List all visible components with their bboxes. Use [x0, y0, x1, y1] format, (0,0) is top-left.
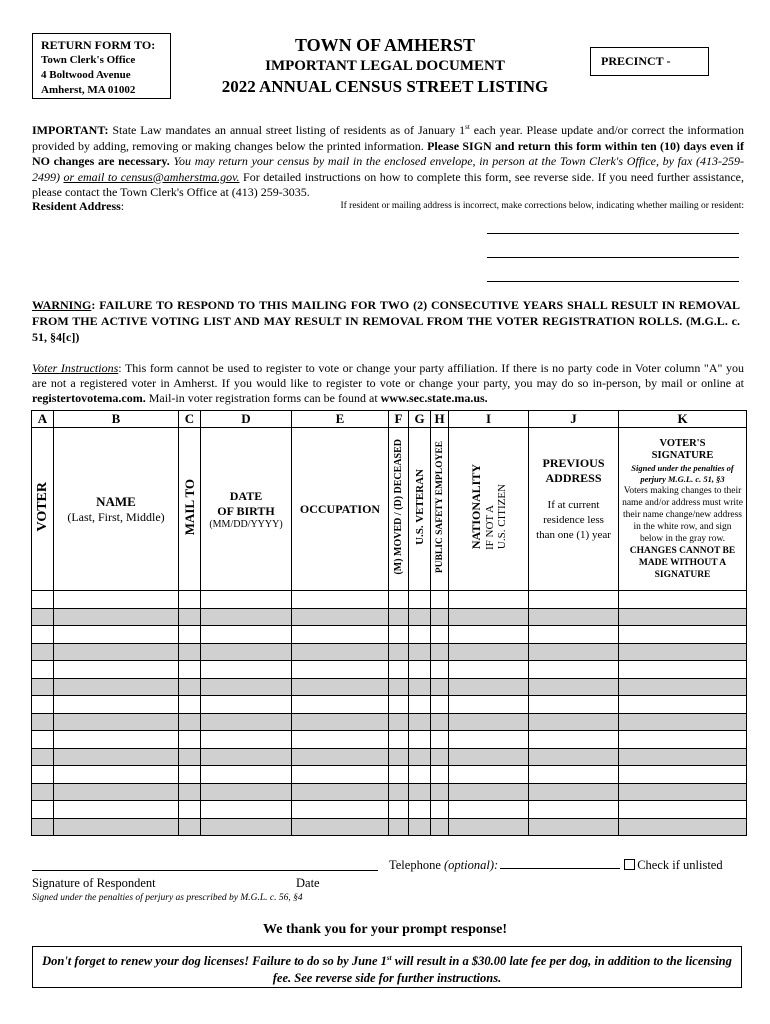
table-cell[interactable] — [201, 818, 292, 836]
table-cell[interactable] — [389, 748, 409, 766]
table-cell[interactable] — [201, 696, 292, 714]
column-letter: K — [619, 411, 747, 428]
table-cell[interactable] — [431, 818, 449, 836]
table-cell[interactable] — [54, 748, 179, 766]
table-cell[interactable] — [32, 643, 54, 661]
table-cell[interactable] — [529, 678, 619, 696]
table-row — [32, 661, 747, 679]
name-header-label: NAME — [96, 493, 136, 509]
moved-deceased-label: (M) MOVED / (D) DECEASED — [393, 439, 404, 575]
date-label: Date — [296, 876, 320, 890]
address-correction-note: If resident or mailing address is incorrect, make corrections below, indicating whether mailing or resident: — [340, 201, 744, 211]
table-cell[interactable] — [54, 766, 179, 784]
table-cell[interactable] — [409, 661, 431, 679]
voter-header — [32, 428, 54, 591]
table-cell[interactable] — [449, 591, 529, 609]
table-cell[interactable] — [179, 678, 201, 696]
name-header — [54, 428, 179, 591]
table-cell[interactable] — [179, 818, 201, 836]
table-cell[interactable] — [431, 748, 449, 766]
table-cell[interactable] — [431, 643, 449, 661]
table-cell[interactable] — [431, 626, 449, 644]
document-header — [190, 34, 580, 98]
veteran-label: U.S. VETERAN — [413, 469, 426, 545]
warning-text: : FAILURE TO RESPOND TO THIS MAILING FOR TWO (2) CONSECUTIVE YEARS SHALL RESULT IN REMOVAL FROM THE ACTIVE VOTING LIST AND MAY RESULT IN REMOVAL FROM THE VOTER REGISTRATION ROLLS. (M.G.L. c. 51, §4[c]) — [32, 298, 740, 344]
telephone-label: Telephone — [389, 858, 441, 872]
unlisted-checkbox[interactable] — [624, 859, 635, 870]
table-cell[interactable] — [179, 731, 201, 749]
resident-address-label: Resident Address — [32, 199, 121, 213]
dog-text-1: Don't forget to renew your dog licenses! Failure to do so by June 1 — [42, 954, 387, 969]
table-cell[interactable] — [529, 591, 619, 609]
table-cell[interactable] — [409, 783, 431, 801]
table-cell[interactable] — [389, 731, 409, 749]
table-cell[interactable] — [619, 818, 747, 836]
table-cell[interactable] — [449, 818, 529, 836]
table-cell[interactable] — [529, 731, 619, 749]
occupation-label: OCCUPATION — [299, 501, 381, 516]
table-cell[interactable] — [431, 591, 449, 609]
warning-notice — [32, 297, 740, 345]
table-row — [32, 643, 747, 661]
previous-address-header — [529, 428, 619, 591]
table-cell[interactable] — [431, 783, 449, 801]
table-cell[interactable] — [201, 608, 292, 626]
precinct-box: PRECINCT - — [590, 47, 709, 76]
important-lead: IMPORTANT: — [32, 123, 109, 137]
telephone-field — [389, 858, 723, 873]
table-cell[interactable] — [179, 643, 201, 661]
address-correction-line-1[interactable] — [487, 233, 739, 234]
perjury-note: Signed under the penalties of perjury as prescribed by M.G.L. c. 56, §4 — [32, 893, 303, 903]
table-cell[interactable] — [54, 678, 179, 696]
return-line-3: Amherst, MA 01002 — [41, 84, 136, 96]
table-cell[interactable] — [292, 731, 389, 749]
table-cell[interactable] — [179, 696, 201, 714]
respondent-label: Signature of Respondent — [32, 876, 156, 890]
dob-format: (MM/DD/YYYY) — [209, 518, 283, 530]
table-cell[interactable] — [619, 696, 747, 714]
address-correction-line-3[interactable] — [487, 281, 739, 282]
table-cell[interactable] — [292, 818, 389, 836]
table-cell[interactable] — [409, 608, 431, 626]
table-cell[interactable] — [179, 783, 201, 801]
dog-license-reminder — [32, 946, 742, 988]
voter-header-label: VOTER — [34, 482, 50, 532]
table-cell[interactable] — [292, 678, 389, 696]
column-letter: D — [201, 411, 292, 428]
table-cell[interactable] — [431, 801, 449, 819]
table-cell[interactable] — [292, 766, 389, 784]
table-cell[interactable] — [32, 748, 54, 766]
table-cell[interactable] — [201, 678, 292, 696]
important-bold: Please SIGN and return this form within ten (10) days even if NO changes are necessary. — [32, 138, 744, 168]
table-cell[interactable] — [389, 608, 409, 626]
important-text-2: each year. Please update and/or correct the information provided by adding, removing or making changes below the printed information. — [32, 123, 744, 153]
table-cell[interactable] — [179, 661, 201, 679]
table-cell[interactable] — [389, 678, 409, 696]
table-cell[interactable] — [619, 626, 747, 644]
census-table — [31, 410, 747, 836]
table-cell[interactable] — [201, 801, 292, 819]
column-letter: G — [409, 411, 431, 428]
table-cell[interactable] — [619, 661, 747, 679]
table-cell[interactable] — [389, 696, 409, 714]
table-cell[interactable] — [389, 801, 409, 819]
table-cell[interactable] — [449, 731, 529, 749]
table-cell[interactable] — [529, 626, 619, 644]
table-cell[interactable] — [292, 748, 389, 766]
table-cell[interactable] — [619, 678, 747, 696]
table-cell[interactable] — [449, 713, 529, 731]
mail-to-header — [179, 428, 201, 591]
table-cell[interactable] — [32, 713, 54, 731]
table-cell[interactable] — [409, 818, 431, 836]
nationality-label-1: NATIONALITY — [469, 464, 483, 550]
table-cell[interactable] — [179, 713, 201, 731]
table-cell[interactable] — [201, 626, 292, 644]
table-cell[interactable] — [619, 591, 747, 609]
voter-instructions — [32, 361, 744, 406]
table-cell[interactable] — [32, 626, 54, 644]
occupation-header — [292, 428, 389, 591]
table-cell[interactable] — [32, 783, 54, 801]
table-cell[interactable] — [619, 731, 747, 749]
important-text-3: For detailed instructions on how to complete this form, see reverse side. If you need further assistance, please contact the Town Clerk's Office at (413) 259-3035. — [32, 169, 745, 199]
table-cell[interactable] — [529, 801, 619, 819]
table-cell[interactable] — [449, 801, 529, 819]
table-cell[interactable] — [431, 678, 449, 696]
table-cell[interactable] — [389, 783, 409, 801]
sec-state-website: www.sec.state.ma.us. — [380, 391, 488, 405]
table-cell[interactable] — [431, 731, 449, 749]
table-row — [32, 783, 747, 801]
column-letter: F — [389, 411, 409, 428]
table-cell[interactable] — [32, 608, 54, 626]
column-letter-row — [32, 411, 747, 428]
dog-sup: st — [386, 954, 392, 962]
table-cell[interactable] — [529, 766, 619, 784]
table-cell[interactable] — [292, 783, 389, 801]
document-type: IMPORTANT LEGAL DOCUMENT — [265, 58, 505, 74]
previous-address-note: If at current residence less than one (1) year — [536, 499, 611, 541]
table-cell[interactable] — [54, 783, 179, 801]
unlisted-label: Check if unlisted — [637, 858, 723, 872]
table-cell[interactable] — [449, 678, 529, 696]
table-cell[interactable] — [32, 766, 54, 784]
telephone-input[interactable] — [500, 868, 620, 869]
nationality-header — [449, 428, 529, 591]
table-cell[interactable] — [529, 818, 619, 836]
table-row — [32, 696, 747, 714]
table-cell[interactable] — [389, 713, 409, 731]
table-row — [32, 608, 747, 626]
table-cell[interactable] — [54, 661, 179, 679]
table-row — [32, 801, 747, 819]
column-letter: I — [449, 411, 529, 428]
dob-label-1: DATE — [229, 488, 263, 503]
table-cell[interactable] — [179, 766, 201, 784]
signature-required: CHANGES CANNOT BE MADE WITHOUT A SIGNATURE — [629, 545, 736, 580]
table-cell[interactable] — [32, 661, 54, 679]
table-cell[interactable] — [32, 696, 54, 714]
public-safety-label: PUBLIC SAFETY EMPLOYEE — [434, 440, 445, 574]
table-cell[interactable] — [179, 748, 201, 766]
table-cell[interactable] — [201, 591, 292, 609]
mail-to-label: MAIL TO — [181, 478, 197, 536]
table-cell[interactable] — [292, 608, 389, 626]
table-cell[interactable] — [389, 626, 409, 644]
table-cell[interactable] — [179, 801, 201, 819]
table-row — [32, 678, 747, 696]
table-cell[interactable] — [201, 731, 292, 749]
column-letter: H — [431, 411, 449, 428]
table-cell[interactable] — [619, 748, 747, 766]
table-cell[interactable] — [54, 713, 179, 731]
signature-label-1: VOTER'S — [659, 437, 706, 449]
table-cell[interactable] — [449, 643, 529, 661]
table-cell[interactable] — [389, 643, 409, 661]
signature-line[interactable] — [32, 870, 378, 871]
column-header-row — [32, 428, 747, 591]
dob-header — [201, 428, 292, 591]
table-cell[interactable] — [32, 678, 54, 696]
table-cell[interactable] — [54, 626, 179, 644]
veteran-header — [409, 428, 431, 591]
table-cell[interactable] — [431, 696, 449, 714]
table-cell[interactable] — [409, 801, 431, 819]
table-row — [32, 591, 747, 609]
table-cell[interactable] — [619, 713, 747, 731]
table-cell[interactable] — [449, 696, 529, 714]
table-cell[interactable] — [529, 696, 619, 714]
table-cell[interactable] — [389, 818, 409, 836]
table-cell[interactable] — [619, 766, 747, 784]
voter-instructions-label: Voter Instructions — [32, 361, 119, 375]
table-row — [32, 766, 747, 784]
dog-text-2: will result in a $30.00 late fee per dog, in addition to the licensing fee. See reverse side for further instructions. — [272, 954, 732, 986]
table-cell[interactable] — [179, 608, 201, 626]
table-cell[interactable] — [54, 696, 179, 714]
table-cell[interactable] — [449, 626, 529, 644]
table-cell[interactable] — [201, 748, 292, 766]
table-cell[interactable] — [449, 608, 529, 626]
table-cell[interactable] — [409, 643, 431, 661]
table-cell[interactable] — [292, 643, 389, 661]
table-cell[interactable] — [54, 801, 179, 819]
return-line-1: Town Clerk's Office — [41, 54, 136, 66]
table-cell[interactable] — [431, 661, 449, 679]
column-letter: A — [32, 411, 54, 428]
table-cell[interactable] — [32, 731, 54, 749]
table-cell[interactable] — [409, 696, 431, 714]
table-cell[interactable] — [54, 731, 179, 749]
table-cell[interactable] — [389, 591, 409, 609]
table-cell[interactable] — [619, 608, 747, 626]
table-cell[interactable] — [529, 783, 619, 801]
table-cell[interactable] — [449, 783, 529, 801]
public-safety-header — [431, 428, 449, 591]
document-title: 2022 ANNUAL CENSUS STREET LISTING — [221, 77, 549, 96]
column-letter: J — [529, 411, 619, 428]
signature-header — [619, 428, 747, 591]
table-cell[interactable] — [431, 608, 449, 626]
table-cell[interactable] — [32, 818, 54, 836]
table-cell[interactable] — [529, 748, 619, 766]
thanks-message: We thank you for your prompt response! — [263, 922, 507, 937]
town-name: TOWN OF AMHERST — [294, 35, 476, 55]
table-cell[interactable] — [389, 661, 409, 679]
return-title: RETURN FORM TO: — [41, 38, 156, 52]
table-cell[interactable] — [389, 766, 409, 784]
moved-deceased-header — [389, 428, 409, 591]
census-email-link[interactable]: or email to census@amherstma.gov. — [63, 169, 240, 184]
dob-label-2: OF BIRTH — [217, 503, 275, 518]
table-cell[interactable] — [409, 766, 431, 784]
table-cell[interactable] — [529, 643, 619, 661]
important-italic: You may return your census by mail in the enclosed envelope, in person at the Town Clerk's Office, by fax (413-259-2499) — [32, 154, 744, 184]
return-line-2: 4 Boltwood Avenue — [41, 69, 131, 81]
previous-address-label-1: PREVIOUS — [542, 456, 605, 470]
resident-address-colon: : — [120, 199, 125, 213]
signature-penalty: Signed under the penalties of perjury M.G.L. c. 51, §3 — [631, 462, 734, 484]
table-cell[interactable] — [32, 591, 54, 609]
table-cell[interactable] — [409, 731, 431, 749]
table-cell[interactable] — [292, 661, 389, 679]
table-cell[interactable] — [201, 713, 292, 731]
table-cell[interactable] — [409, 626, 431, 644]
table-cell[interactable] — [292, 696, 389, 714]
register-website: registertovotema.com. — [32, 391, 146, 405]
voter-instructions-text-1: : This form cannot be used to register to vote or change your party affiliation. If there is no party code in Voter column "A" you are not a registered voter in Amherst. If you would like to register to vote or change your party, you may do so in-person, by mail or online at — [32, 361, 744, 390]
address-correction-line-2[interactable] — [487, 257, 739, 258]
important-notice — [32, 120, 744, 201]
table-row — [32, 731, 747, 749]
table-cell[interactable] — [529, 661, 619, 679]
table-cell[interactable] — [619, 643, 747, 661]
table-cell[interactable] — [179, 626, 201, 644]
previous-address-label-2: ADDRESS — [545, 471, 602, 485]
table-cell[interactable] — [54, 608, 179, 626]
table-cell[interactable] — [179, 591, 201, 609]
table-cell[interactable] — [449, 766, 529, 784]
signature-label-2: SIGNATURE — [651, 450, 714, 461]
table-row — [32, 818, 747, 836]
table-cell[interactable] — [54, 591, 179, 609]
column-letter: B — [54, 411, 179, 428]
table-cell[interactable] — [201, 766, 292, 784]
important-text-1: State Law mandates an annual street listing of residents as of January 1 — [108, 123, 466, 137]
column-letter: C — [179, 411, 201, 428]
table-cell[interactable] — [409, 713, 431, 731]
table-cell[interactable] — [619, 783, 747, 801]
column-letter: E — [292, 411, 389, 428]
nationality-label-2: IF NOT A — [484, 504, 496, 550]
table-row — [32, 713, 747, 731]
table-cell[interactable] — [292, 713, 389, 731]
important-sup: st — [465, 123, 470, 131]
table-cell[interactable] — [529, 713, 619, 731]
table-cell[interactable] — [449, 748, 529, 766]
table-cell[interactable] — [54, 643, 179, 661]
table-cell[interactable] — [201, 643, 292, 661]
resident-address-row — [32, 199, 744, 214]
table-cell[interactable] — [431, 713, 449, 731]
table-cell[interactable] — [54, 818, 179, 836]
table-cell[interactable] — [409, 748, 431, 766]
signature-instructions: Voters making changes to their name and/or address must write their name change/new address in the white row, and sign below in the gray row. — [622, 485, 743, 544]
table-cell[interactable] — [619, 801, 747, 819]
table-row — [32, 748, 747, 766]
table-cell[interactable] — [409, 591, 431, 609]
voter-instructions-text-2: Mail-in voter registration forms can be found at — [145, 391, 381, 405]
table-cell[interactable] — [292, 626, 389, 644]
table-cell[interactable] — [409, 678, 431, 696]
table-cell[interactable] — [529, 608, 619, 626]
table-cell[interactable] — [449, 661, 529, 679]
table-cell[interactable] — [201, 661, 292, 679]
table-cell[interactable] — [292, 591, 389, 609]
table-cell[interactable] — [32, 801, 54, 819]
telephone-optional: (optional): — [444, 858, 499, 872]
name-header-sub: (Last, First, Middle) — [67, 509, 165, 524]
table-cell[interactable] — [431, 766, 449, 784]
table-row — [32, 626, 747, 644]
warning-label: WARNING — [32, 298, 92, 312]
table-cell[interactable] — [292, 801, 389, 819]
return-address-box — [32, 33, 171, 99]
table-cell[interactable] — [201, 783, 292, 801]
nationality-label-3: U.S. CITIZEN — [496, 484, 508, 550]
